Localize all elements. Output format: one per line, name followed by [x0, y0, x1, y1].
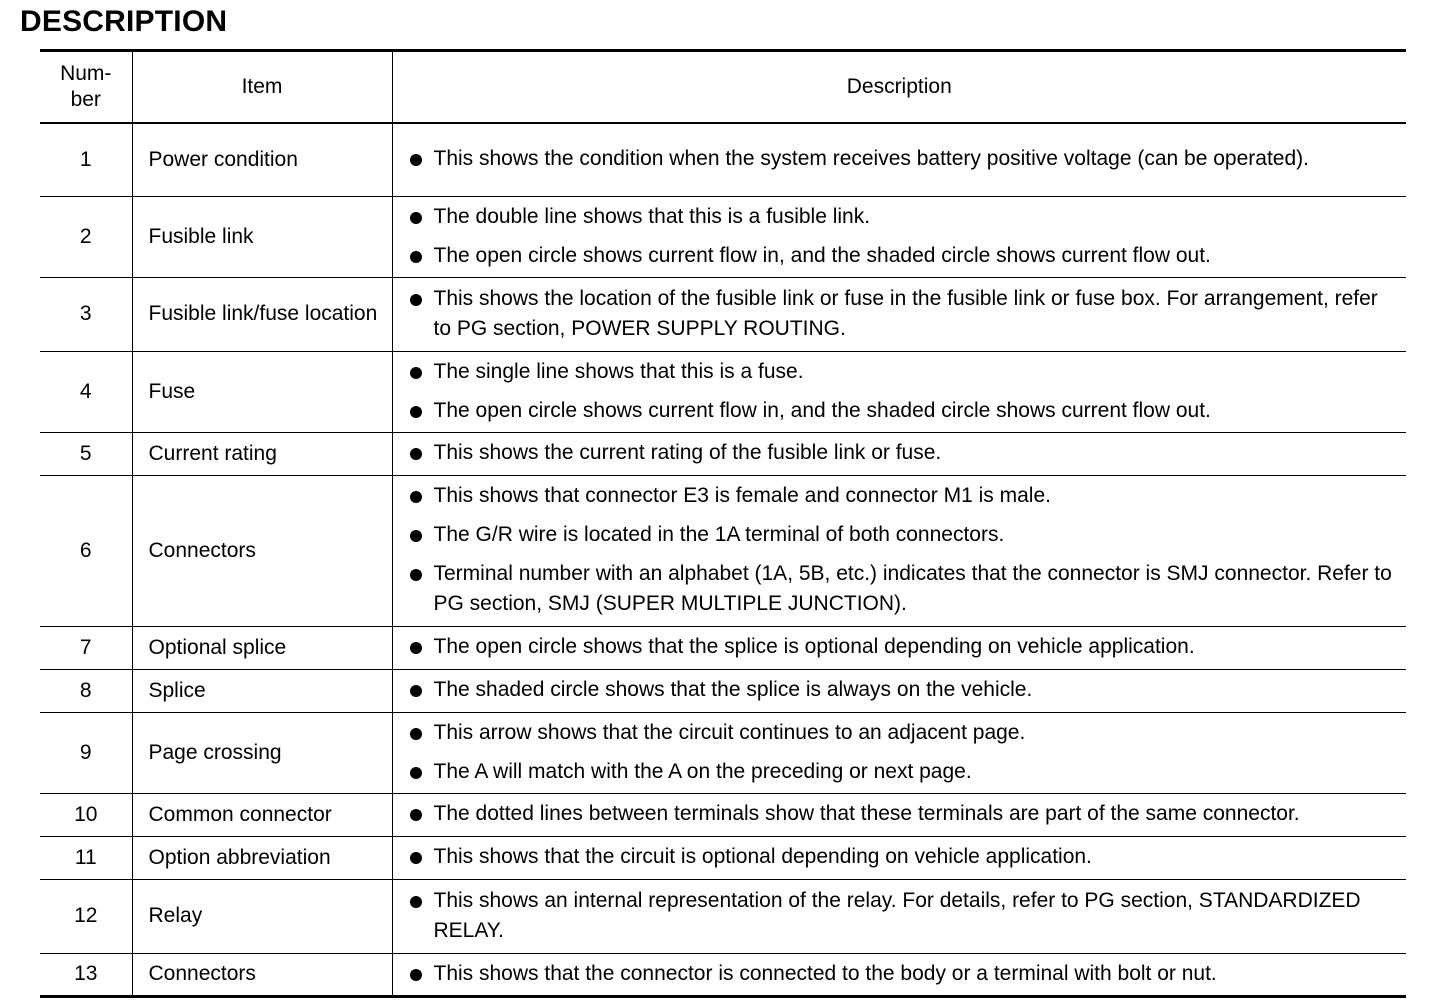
row-item: Splice	[132, 669, 392, 712]
row-description	[392, 793, 1406, 836]
bullet-item: The shaded circle shows that the splice is always on the vehicle.	[407, 675, 1401, 705]
bullet-item: The single line shows that this is a fuse.	[407, 357, 1401, 387]
bullet-list	[407, 144, 1401, 174]
table-row	[40, 953, 1406, 996]
bullet-item: This shows the current rating of the fusible link or fuse.	[407, 438, 1401, 468]
item-header-label: Item	[241, 75, 283, 98]
table-row	[40, 836, 1406, 879]
row-number: 13	[40, 953, 132, 996]
bullet-item: Terminal number with an alphabet (1A, 5B, etc.) indicates that the connector is SMJ connector. Refer to PG section, SMJ (SUPER MULTIPLE JUNCTION).	[407, 559, 1401, 619]
bullet-item: This shows that the connector is connected to the body or a terminal with bolt or nut.	[407, 959, 1401, 989]
row-item: Optional splice	[132, 626, 392, 669]
bullet-list	[407, 718, 1401, 787]
table-row	[40, 196, 1406, 277]
row-number: 11	[40, 836, 132, 879]
row-item: Option abbreviation	[132, 836, 392, 879]
row-item: Common connector	[132, 793, 392, 836]
table-row	[40, 712, 1406, 793]
bullet-item: The open circle shows current flow in, and the shaded circle shows current flow out.	[407, 396, 1401, 426]
description-column-header	[392, 51, 1406, 124]
bullet-list	[407, 357, 1401, 426]
row-item: Page crossing	[132, 712, 392, 793]
table-row	[40, 626, 1406, 669]
row-number: 2	[40, 196, 132, 277]
row-description	[392, 712, 1406, 793]
row-item: Connectors	[132, 475, 392, 626]
table-row	[40, 475, 1406, 626]
table-row	[40, 879, 1406, 953]
bullet-list	[407, 284, 1401, 344]
row-description	[392, 432, 1406, 475]
number-column-header	[40, 51, 132, 124]
number-header-label: Num- ber	[60, 62, 112, 111]
row-item: Fusible link/fuse location	[132, 277, 392, 351]
bullet-item: This shows that connector E3 is female and connector M1 is male.	[407, 481, 1401, 511]
row-number: 7	[40, 626, 132, 669]
row-description	[392, 351, 1406, 432]
row-number: 4	[40, 351, 132, 432]
bullet-item: The double line shows that this is a fusible link.	[407, 202, 1401, 232]
bullet-item: This shows that the circuit is optional depending on vehicle application.	[407, 842, 1401, 872]
bullet-list	[407, 675, 1401, 705]
description-table	[40, 49, 1406, 998]
row-description	[392, 626, 1406, 669]
row-item: Relay	[132, 879, 392, 953]
row-number: 5	[40, 432, 132, 475]
row-number: 12	[40, 879, 132, 953]
bullet-list	[407, 481, 1401, 619]
row-item: Fusible link	[132, 196, 392, 277]
row-number: 8	[40, 669, 132, 712]
table-row	[40, 351, 1406, 432]
row-item: Fuse	[132, 351, 392, 432]
table-body	[40, 123, 1406, 996]
bullet-list	[407, 886, 1401, 946]
bullet-item: This shows the condition when the system receives battery positive voltage (can be operated).	[407, 144, 1401, 174]
bullet-list	[407, 438, 1401, 468]
bullet-item: The open circle shows that the splice is optional depending on vehicle application.	[407, 632, 1401, 662]
bullet-item: The A will match with the A on the preceding or next page.	[407, 757, 1401, 787]
bullet-item: This shows an internal representation of the relay. For details, refer to PG section, STANDARDIZED RELAY.	[407, 886, 1401, 946]
row-description	[392, 953, 1406, 996]
row-number: 6	[40, 475, 132, 626]
row-description	[392, 196, 1406, 277]
row-description	[392, 879, 1406, 953]
table-row	[40, 669, 1406, 712]
bullet-list	[407, 799, 1401, 829]
bullet-list	[407, 632, 1401, 662]
bullet-item: The dotted lines between terminals show that these terminals are part of the same connector.	[407, 799, 1401, 829]
bullet-list	[407, 959, 1401, 989]
bullet-list	[407, 842, 1401, 872]
row-description	[392, 836, 1406, 879]
row-number: 1	[40, 123, 132, 196]
row-description	[392, 475, 1406, 626]
row-description	[392, 277, 1406, 351]
row-number: 10	[40, 793, 132, 836]
row-item: Current rating	[132, 432, 392, 475]
bullet-item: This shows the location of the fusible link or fuse in the fusible link or fuse box. For arrangement, refer to PG section, POWER SUPPLY ROUTING.	[407, 284, 1401, 344]
bullet-item: The G/R wire is located in the 1A terminal of both connectors.	[407, 520, 1401, 550]
table-row	[40, 123, 1406, 196]
item-column-header	[132, 51, 392, 124]
table-header-row	[40, 51, 1406, 124]
row-item: Connectors	[132, 953, 392, 996]
row-description	[392, 123, 1406, 196]
row-number: 9	[40, 712, 132, 793]
table-row	[40, 432, 1406, 475]
row-number: 3	[40, 277, 132, 351]
row-description	[392, 669, 1406, 712]
bullet-item: The open circle shows current flow in, and the shaded circle shows current flow out.	[407, 241, 1401, 271]
table-row	[40, 793, 1406, 836]
bullet-list	[407, 202, 1401, 271]
row-item: Power condition	[132, 123, 392, 196]
description-header-label: Description	[846, 75, 952, 98]
table-row	[40, 277, 1406, 351]
page-title: DESCRIPTION	[20, 5, 228, 38]
bullet-item: This arrow shows that the circuit continues to an adjacent page.	[407, 718, 1401, 748]
